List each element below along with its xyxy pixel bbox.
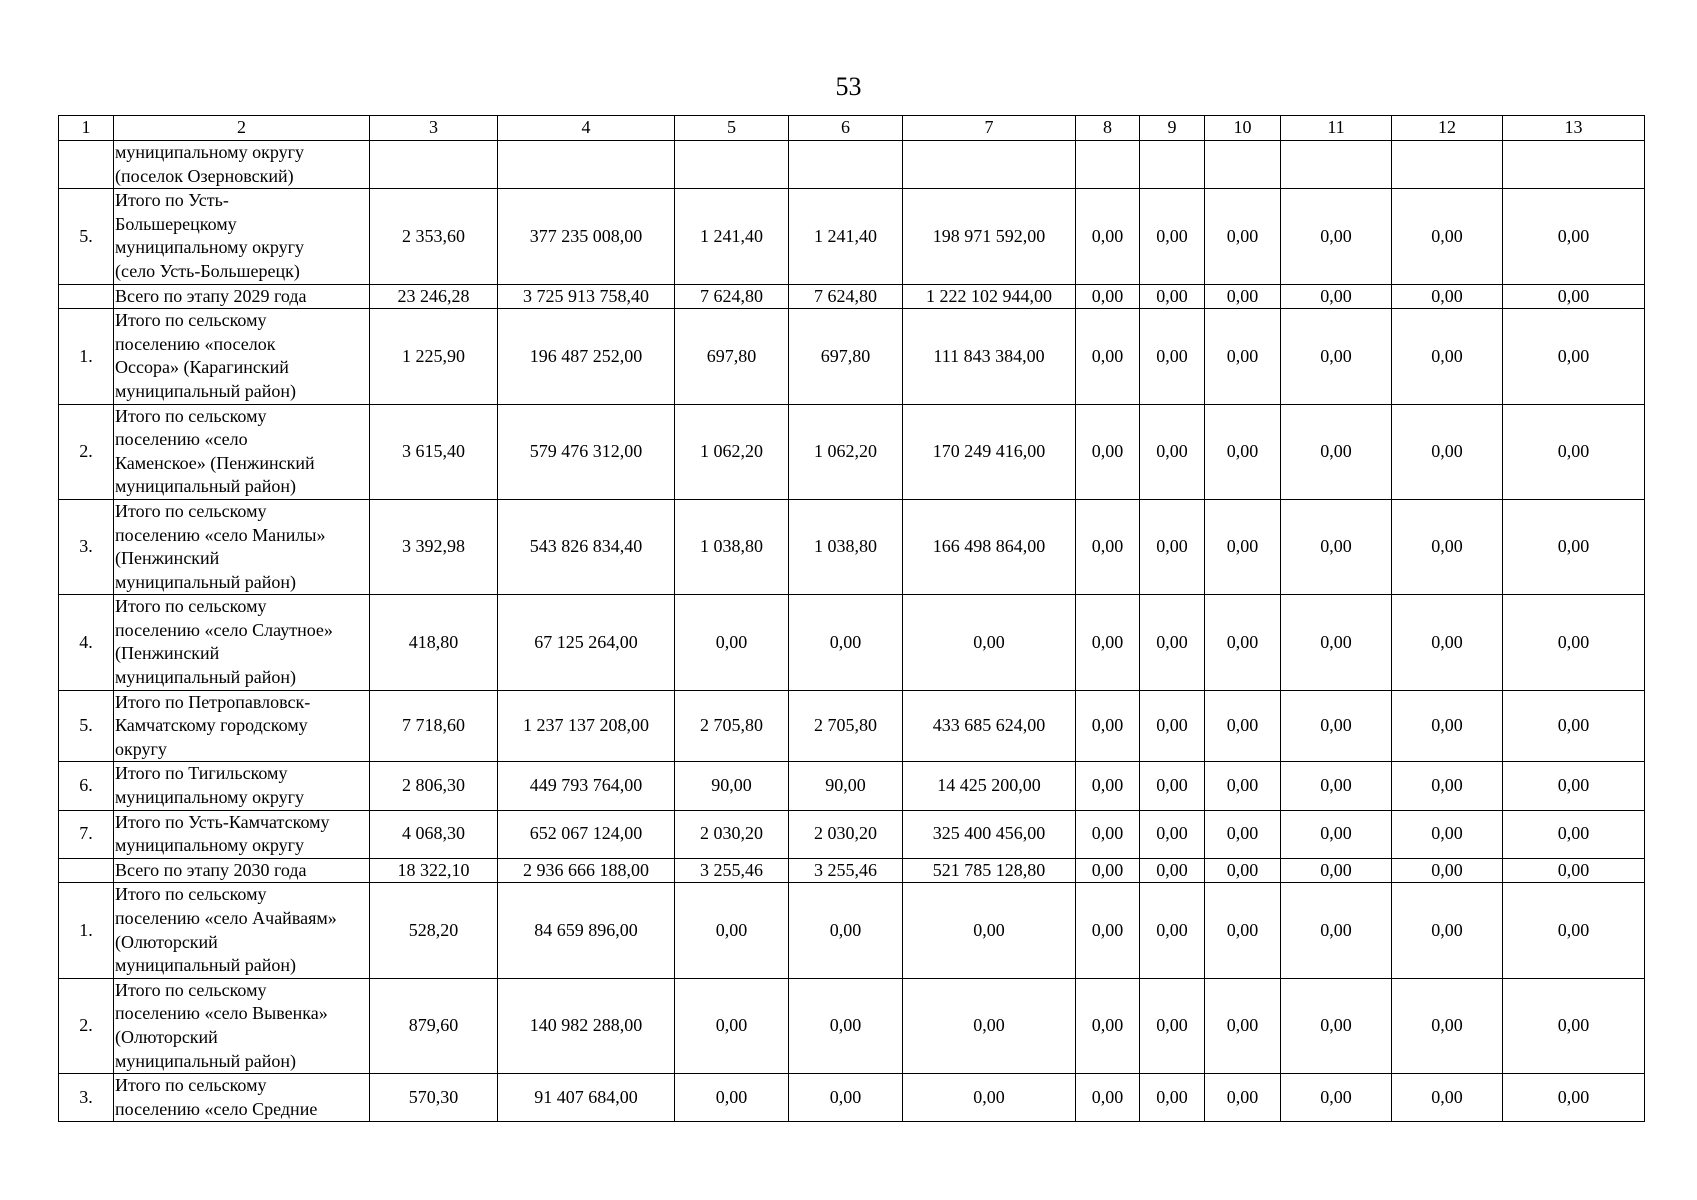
table-body — [59, 141, 1645, 1122]
value-cell: 0,00 — [1140, 1074, 1205, 1122]
value-cell: 0,00 — [1392, 595, 1503, 690]
value-cell: 0,00 — [1281, 883, 1392, 978]
table-row — [59, 1074, 1645, 1122]
value-cell: 0,00 — [1140, 284, 1205, 309]
row-number: 3. — [59, 1074, 114, 1122]
value-cell: 0,00 — [1076, 762, 1140, 810]
value-cell: 0,00 — [903, 883, 1076, 978]
value-cell: 170 249 416,00 — [903, 404, 1076, 499]
value-cell: 449 793 764,00 — [498, 762, 675, 810]
value-cell: 0,00 — [1503, 810, 1645, 858]
value-cell — [498, 141, 675, 189]
value-cell: 0,00 — [675, 595, 789, 690]
value-cell: 0,00 — [1392, 810, 1503, 858]
table-row — [59, 499, 1645, 594]
value-cell: 0,00 — [1392, 762, 1503, 810]
row-name: Итого по Усть- Большерецкому муниципальному округу (село Усть-Большерецк) — [114, 189, 370, 284]
value-cell: 2 705,80 — [789, 690, 903, 762]
value-cell: 521 785 128,80 — [903, 858, 1076, 883]
value-cell: 1 062,20 — [789, 404, 903, 499]
value-cell: 0,00 — [1503, 499, 1645, 594]
row-number: 2. — [59, 978, 114, 1073]
column-header: 2 — [114, 116, 370, 141]
value-cell: 528,20 — [370, 883, 498, 978]
value-cell: 0,00 — [1140, 883, 1205, 978]
row-name: муниципальному округу (поселок Озерновский) — [114, 141, 370, 189]
value-cell: 1 225,90 — [370, 309, 498, 404]
value-cell: 0,00 — [1205, 690, 1281, 762]
row-name: Итого по Тигильскому муниципальному округу — [114, 762, 370, 810]
value-cell: 0,00 — [1076, 858, 1140, 883]
table-row — [59, 141, 1645, 189]
table-row — [59, 883, 1645, 978]
value-cell: 0,00 — [1392, 404, 1503, 499]
value-cell: 0,00 — [1205, 404, 1281, 499]
value-cell: 198 971 592,00 — [903, 189, 1076, 284]
header-row — [59, 116, 1645, 141]
table-row — [59, 762, 1645, 810]
value-cell: 879,60 — [370, 978, 498, 1073]
value-cell: 433 685 624,00 — [903, 690, 1076, 762]
value-cell: 0,00 — [903, 978, 1076, 1073]
row-number: 6. — [59, 762, 114, 810]
row-number: 3. — [59, 499, 114, 594]
value-cell: 14 425 200,00 — [903, 762, 1076, 810]
value-cell: 0,00 — [1140, 309, 1205, 404]
value-cell: 2 705,80 — [675, 690, 789, 762]
value-cell: 0,00 — [1140, 595, 1205, 690]
value-cell: 0,00 — [1076, 189, 1140, 284]
value-cell: 0,00 — [1205, 883, 1281, 978]
value-cell — [903, 141, 1076, 189]
value-cell: 2 030,20 — [789, 810, 903, 858]
value-cell: 0,00 — [1392, 1074, 1503, 1122]
value-cell: 0,00 — [1503, 858, 1645, 883]
value-cell: 0,00 — [1281, 499, 1392, 594]
value-cell: 4 068,30 — [370, 810, 498, 858]
budget-table — [58, 115, 1645, 1122]
value-cell — [1503, 141, 1645, 189]
value-cell: 2 806,30 — [370, 762, 498, 810]
value-cell: 579 476 312,00 — [498, 404, 675, 499]
value-cell: 0,00 — [1076, 690, 1140, 762]
value-cell: 0,00 — [1140, 690, 1205, 762]
value-cell: 0,00 — [1140, 499, 1205, 594]
value-cell: 0,00 — [1076, 978, 1140, 1073]
value-cell: 91 407 684,00 — [498, 1074, 675, 1122]
value-cell: 90,00 — [789, 762, 903, 810]
value-cell: 2 353,60 — [370, 189, 498, 284]
row-number: 2. — [59, 404, 114, 499]
row-number: 1. — [59, 309, 114, 404]
page-number: 53 — [835, 72, 862, 101]
value-cell: 0,00 — [1281, 762, 1392, 810]
value-cell: 0,00 — [1281, 978, 1392, 1073]
value-cell — [1281, 141, 1392, 189]
row-name: Итого по сельскому поселению «село Манилы» (Пенжинский муниципальный район) — [114, 499, 370, 594]
value-cell: 7 718,60 — [370, 690, 498, 762]
value-cell: 0,00 — [1205, 499, 1281, 594]
value-cell — [1205, 141, 1281, 189]
value-cell: 84 659 896,00 — [498, 883, 675, 978]
value-cell: 0,00 — [1281, 595, 1392, 690]
value-cell: 652 067 124,00 — [498, 810, 675, 858]
value-cell: 140 982 288,00 — [498, 978, 675, 1073]
value-cell: 0,00 — [1205, 595, 1281, 690]
value-cell: 0,00 — [1076, 1074, 1140, 1122]
value-cell: 0,00 — [1140, 189, 1205, 284]
column-header: 12 — [1392, 116, 1503, 141]
value-cell: 0,00 — [1503, 595, 1645, 690]
row-name: Итого по сельскому поселению «село Средние — [114, 1074, 370, 1122]
value-cell: 2 936 666 188,00 — [498, 858, 675, 883]
row-number — [59, 284, 114, 309]
value-cell — [789, 141, 903, 189]
value-cell: 0,00 — [1503, 762, 1645, 810]
value-cell: 2 030,20 — [675, 810, 789, 858]
value-cell: 1 062,20 — [675, 404, 789, 499]
row-number: 5. — [59, 189, 114, 284]
row-number: 5. — [59, 690, 114, 762]
value-cell: 543 826 834,40 — [498, 499, 675, 594]
value-cell: 0,00 — [789, 978, 903, 1073]
value-cell: 1 241,40 — [675, 189, 789, 284]
value-cell: 0,00 — [1392, 309, 1503, 404]
value-cell: 0,00 — [1392, 858, 1503, 883]
column-header: 4 — [498, 116, 675, 141]
value-cell: 0,00 — [1281, 284, 1392, 309]
value-cell: 1 038,80 — [789, 499, 903, 594]
value-cell: 0,00 — [1281, 404, 1392, 499]
column-header: 13 — [1503, 116, 1645, 141]
value-cell: 0,00 — [675, 883, 789, 978]
value-cell: 0,00 — [789, 595, 903, 690]
value-cell: 0,00 — [789, 1074, 903, 1122]
column-header: 9 — [1140, 116, 1205, 141]
value-cell: 0,00 — [1503, 690, 1645, 762]
value-cell: 0,00 — [1205, 762, 1281, 810]
column-header: 3 — [370, 116, 498, 141]
row-name: Итого по сельскому поселению «поселок Оссора» (Карагинский муниципальный район) — [114, 309, 370, 404]
value-cell: 0,00 — [1392, 690, 1503, 762]
value-cell: 0,00 — [1503, 404, 1645, 499]
value-cell: 1 038,80 — [675, 499, 789, 594]
value-cell — [675, 141, 789, 189]
value-cell: 196 487 252,00 — [498, 309, 675, 404]
value-cell: 3 392,98 — [370, 499, 498, 594]
table-row — [59, 690, 1645, 762]
row-name: Всего по этапу 2029 года — [114, 284, 370, 309]
table-row — [59, 595, 1645, 690]
value-cell: 0,00 — [1503, 1074, 1645, 1122]
value-cell: 0,00 — [903, 595, 1076, 690]
value-cell: 3 255,46 — [789, 858, 903, 883]
value-cell: 377 235 008,00 — [498, 189, 675, 284]
value-cell: 111 843 384,00 — [903, 309, 1076, 404]
table-row — [59, 858, 1645, 883]
value-cell: 1 241,40 — [789, 189, 903, 284]
value-cell: 67 125 264,00 — [498, 595, 675, 690]
row-name: Итого по сельскому поселению «село Каменское» (Пенжинский муниципальный район) — [114, 404, 370, 499]
value-cell: 0,00 — [1392, 284, 1503, 309]
row-name: Итого по сельскому поселению «село Вывенка» (Олюторский муниципальный район) — [114, 978, 370, 1073]
value-cell: 0,00 — [1281, 858, 1392, 883]
value-cell: 0,00 — [1503, 189, 1645, 284]
row-number: 4. — [59, 595, 114, 690]
value-cell — [1392, 141, 1503, 189]
value-cell: 0,00 — [1503, 883, 1645, 978]
value-cell: 0,00 — [1503, 978, 1645, 1073]
value-cell: 0,00 — [1076, 284, 1140, 309]
value-cell: 570,30 — [370, 1074, 498, 1122]
column-header: 11 — [1281, 116, 1392, 141]
row-name: Итого по сельскому поселению «село Слаутное» (Пенжинский муниципальный район) — [114, 595, 370, 690]
value-cell: 0,00 — [1281, 690, 1392, 762]
value-cell: 23 246,28 — [370, 284, 498, 309]
value-cell: 697,80 — [789, 309, 903, 404]
table-row — [59, 189, 1645, 284]
column-header: 7 — [903, 116, 1076, 141]
value-cell: 0,00 — [1140, 978, 1205, 1073]
table-row — [59, 810, 1645, 858]
value-cell: 0,00 — [1392, 499, 1503, 594]
value-cell: 0,00 — [1205, 309, 1281, 404]
table-row — [59, 978, 1645, 1073]
value-cell: 0,00 — [1140, 404, 1205, 499]
value-cell: 0,00 — [1076, 883, 1140, 978]
value-cell: 0,00 — [1281, 810, 1392, 858]
column-header: 10 — [1205, 116, 1281, 141]
row-name: Всего по этапу 2030 года — [114, 858, 370, 883]
value-cell: 0,00 — [675, 1074, 789, 1122]
row-number — [59, 141, 114, 189]
value-cell — [1076, 141, 1140, 189]
column-header: 8 — [1076, 116, 1140, 141]
value-cell: 0,00 — [1205, 284, 1281, 309]
value-cell: 0,00 — [903, 1074, 1076, 1122]
value-cell: 90,00 — [675, 762, 789, 810]
value-cell: 3 615,40 — [370, 404, 498, 499]
value-cell: 0,00 — [1281, 1074, 1392, 1122]
row-name: Итого по сельскому поселению «село Ачайваям» (Олюторский муниципальный район) — [114, 883, 370, 978]
value-cell: 0,00 — [1076, 404, 1140, 499]
value-cell: 0,00 — [1392, 978, 1503, 1073]
value-cell: 697,80 — [675, 309, 789, 404]
value-cell: 3 255,46 — [675, 858, 789, 883]
column-header: 6 — [789, 116, 903, 141]
value-cell: 0,00 — [1503, 309, 1645, 404]
row-number — [59, 858, 114, 883]
value-cell: 166 498 864,00 — [903, 499, 1076, 594]
value-cell: 0,00 — [1392, 189, 1503, 284]
value-cell: 0,00 — [1140, 810, 1205, 858]
value-cell — [1140, 141, 1205, 189]
value-cell: 1 222 102 944,00 — [903, 284, 1076, 309]
value-cell: 0,00 — [1140, 858, 1205, 883]
table-row — [59, 284, 1645, 309]
column-header: 1 — [59, 116, 114, 141]
value-cell: 0,00 — [1205, 978, 1281, 1073]
value-cell: 0,00 — [1392, 883, 1503, 978]
value-cell: 0,00 — [1205, 810, 1281, 858]
value-cell: 7 624,80 — [789, 284, 903, 309]
value-cell: 0,00 — [789, 883, 903, 978]
value-cell: 0,00 — [1205, 858, 1281, 883]
value-cell: 418,80 — [370, 595, 498, 690]
value-cell: 0,00 — [1076, 810, 1140, 858]
value-cell: 18 322,10 — [370, 858, 498, 883]
value-cell: 1 237 137 208,00 — [498, 690, 675, 762]
value-cell: 0,00 — [1205, 189, 1281, 284]
value-cell: 0,00 — [1076, 309, 1140, 404]
value-cell: 0,00 — [1205, 1074, 1281, 1122]
value-cell: 3 725 913 758,40 — [498, 284, 675, 309]
value-cell: 0,00 — [1140, 762, 1205, 810]
value-cell: 0,00 — [1281, 309, 1392, 404]
row-name: Итого по Петропавловск- Камчатскому городскому округу — [114, 690, 370, 762]
row-name: Итого по Усть-Камчатскому муниципальному округу — [114, 810, 370, 858]
table-row — [59, 404, 1645, 499]
value-cell: 0,00 — [1503, 284, 1645, 309]
value-cell: 0,00 — [1076, 499, 1140, 594]
value-cell: 0,00 — [675, 978, 789, 1073]
row-number: 1. — [59, 883, 114, 978]
value-cell — [370, 141, 498, 189]
value-cell: 0,00 — [1076, 595, 1140, 690]
value-cell: 325 400 456,00 — [903, 810, 1076, 858]
value-cell: 0,00 — [1281, 189, 1392, 284]
row-number: 7. — [59, 810, 114, 858]
value-cell: 7 624,80 — [675, 284, 789, 309]
column-header: 5 — [675, 116, 789, 141]
table-row — [59, 309, 1645, 404]
